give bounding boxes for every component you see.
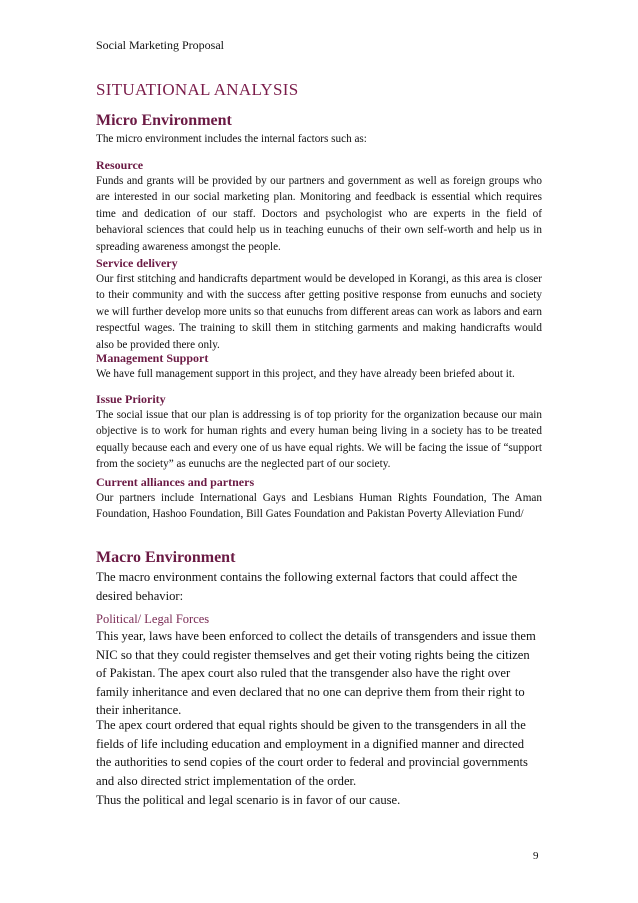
running-header: Social Marketing Proposal xyxy=(96,38,224,52)
resource-heading: Resource xyxy=(96,158,144,172)
political-legal-paragraph-1: This year, laws have been enforced to collect the details of transgenders and issue them NIC so that they could register themselves and get their voting rights being the citizen of Pakistan. The apex court also ruled that the transgender also have the right over family inheritance and even declared that no one can deprive them from their right to their inheritance. xyxy=(96,629,536,718)
section-title: SITUATIONAL ANALYSIS xyxy=(96,80,299,99)
political-legal-section xyxy=(96,611,542,720)
macro-environment-intro: The macro environment contains the following external factors that could affect the desired behavior: xyxy=(96,570,518,603)
political-legal-paragraph-3-block xyxy=(96,791,542,810)
issue-priority-heading: Issue Priority xyxy=(96,392,166,406)
alliances-section xyxy=(96,474,542,523)
micro-environment-intro: The micro environment includes the internal factors such as: xyxy=(96,133,367,145)
alliances-text: Our partners include International Gays and Lesbians Human Rights Foundation, The Aman Foundation, Hashoo Foundation, Bill Gates Foundation and Pakistan Poverty Alleviation Fund/ xyxy=(96,492,542,521)
macro-environment-title: Macro Environment xyxy=(96,549,236,566)
issue-priority-text: The social issue that our plan is addressing is of top priority for the organization because our main objective is to work for human rights and every human being living in a society has to be treated equally because each and every one of us have equal rights. We will be facing the issue of “support from the society” as eunuchs are the neglected part of our society. xyxy=(96,409,542,471)
page-number: 9 xyxy=(533,850,539,862)
macro-environment-heading-block xyxy=(96,548,542,605)
issue-priority-section xyxy=(96,391,542,473)
political-legal-paragraph-2: The apex court ordered that equal rights should be given to the transgenders in all the fields of life including education and employment in a dignified manner and directed the authorities to send copies of the court order to federal and provincial governments and also directed strict implementation of the order. xyxy=(96,718,528,788)
service-delivery-text: Our first stitching and handicrafts department would be developed in Korangi, as this area is closer to their community and with the success after getting positive response from eunuchs and society we will further develop more units so that eunuchs from different areas can work as labors and earn respectful wages. The training to skill them in stitching garments and making handicrafts would also be provided there only. xyxy=(96,273,542,351)
alliances-heading: Current alliances and partners xyxy=(96,475,255,489)
service-delivery-heading: Service delivery xyxy=(96,256,178,270)
management-support-heading: Management Support xyxy=(96,351,209,365)
resource-section xyxy=(96,157,542,255)
resource-text: Funds and grants will be provided by our partners and government as well as foreign groups who are interested in our social marketing plan. Monitoring and feedback is essential which requires time and dedication of our staff. Doctors and psychologist who are experts in the field of behavioral sciences that could help us in teaching eunuchs of their own self-worth and help us in spreading awareness amongst the people. xyxy=(96,175,542,253)
management-support-section xyxy=(96,350,542,382)
political-legal-paragraph-2-block xyxy=(96,716,542,790)
political-legal-heading: Political/ Legal Forces xyxy=(96,612,210,626)
micro-environment-heading-block xyxy=(96,111,542,147)
political-legal-paragraph-3: Thus the political and legal scenario is in favor of our cause. xyxy=(96,793,401,807)
service-delivery-section xyxy=(96,255,542,353)
micro-environment-title: Micro Environment xyxy=(96,112,232,129)
management-support-text: We have full management support in this project, and they have already been briefed about it. xyxy=(96,368,515,380)
